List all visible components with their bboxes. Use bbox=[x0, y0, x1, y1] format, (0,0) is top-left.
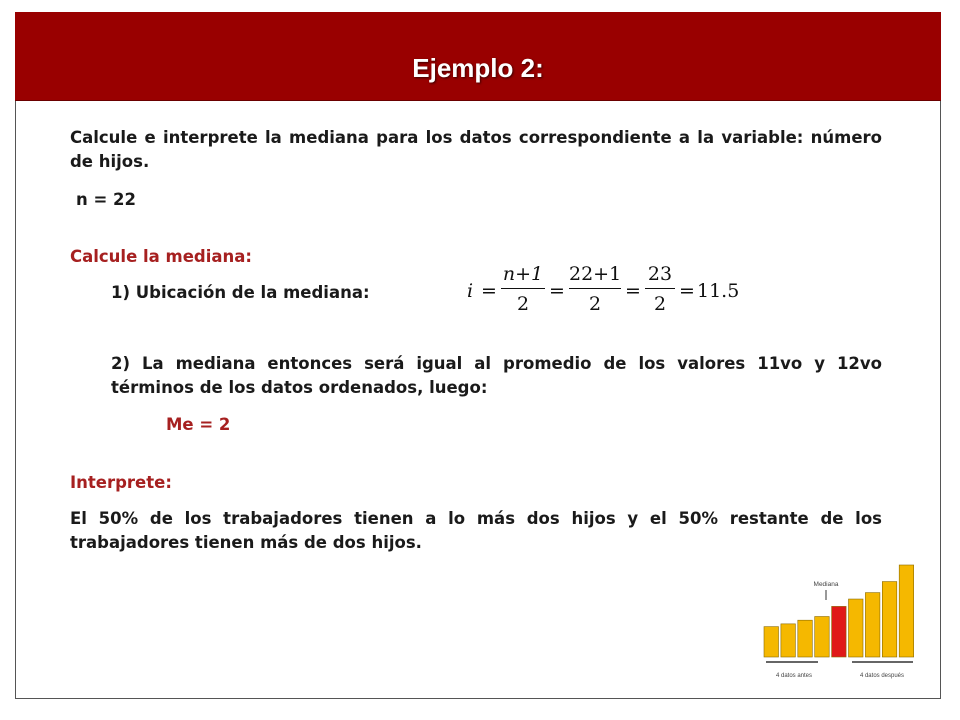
fraction-numerator: 22+1 bbox=[569, 263, 622, 285]
step2-text: 2) La mediana entonces será igual al promedio de los valores 11vo y 12vo términos de los datos ordenados, luego: bbox=[111, 354, 882, 397]
median-bar bbox=[832, 606, 847, 657]
n-value: n = 22 bbox=[76, 190, 137, 209]
fraction-23 bbox=[645, 262, 675, 316]
fraction-bar bbox=[501, 288, 545, 289]
data-bar bbox=[798, 620, 813, 657]
equals-sign: = bbox=[481, 280, 497, 302]
data-bar bbox=[849, 599, 864, 657]
calc-heading: Calcule la mediana: bbox=[70, 247, 253, 266]
equals-sign: = bbox=[625, 280, 641, 302]
formula-variable: i bbox=[467, 280, 474, 302]
equals-sign: = bbox=[679, 280, 695, 302]
intro-text: Calcule e interprete la mediana para los datos correspondiente a la variable: número de hijos. bbox=[70, 128, 882, 171]
fraction-denominator: 2 bbox=[653, 293, 667, 315]
equals-sign: = bbox=[549, 280, 565, 302]
data-bar bbox=[764, 627, 779, 657]
slide-title: Ejemplo 2: bbox=[412, 53, 544, 83]
formula-result: 11.5 bbox=[697, 280, 740, 302]
fraction-numerator: 23 bbox=[647, 263, 673, 285]
after-label: 4 datos después bbox=[859, 673, 905, 679]
median-result: Me = 2 bbox=[166, 415, 231, 434]
fraction-bar bbox=[645, 288, 675, 289]
title-bar bbox=[15, 12, 941, 101]
data-bar bbox=[781, 624, 796, 657]
fraction-denominator: 2 bbox=[588, 293, 602, 315]
data-bar bbox=[882, 582, 897, 657]
before-label: 4 datos antes bbox=[775, 673, 813, 679]
data-bar bbox=[815, 617, 830, 657]
data-bar bbox=[899, 565, 914, 657]
fraction-bar bbox=[569, 288, 621, 289]
median-illustration bbox=[760, 560, 920, 686]
interpret-heading: Interprete: bbox=[70, 473, 172, 492]
fraction-numerator: n+1 bbox=[502, 263, 544, 285]
step1-text: 1) Ubicación de la mediana: bbox=[111, 283, 370, 302]
data-bar bbox=[865, 593, 880, 657]
interpret-text: El 50% de los trabajadores tienen a lo más dos hijos y el 50% restante de los trabajadores tienen más de dos hijos. bbox=[70, 509, 882, 552]
fraction-22-plus-1 bbox=[569, 262, 621, 316]
median-label: Mediana bbox=[813, 581, 839, 588]
fraction-denominator: 2 bbox=[516, 293, 530, 315]
fraction-n-plus-1 bbox=[501, 262, 545, 316]
median-position-formula bbox=[465, 262, 740, 318]
